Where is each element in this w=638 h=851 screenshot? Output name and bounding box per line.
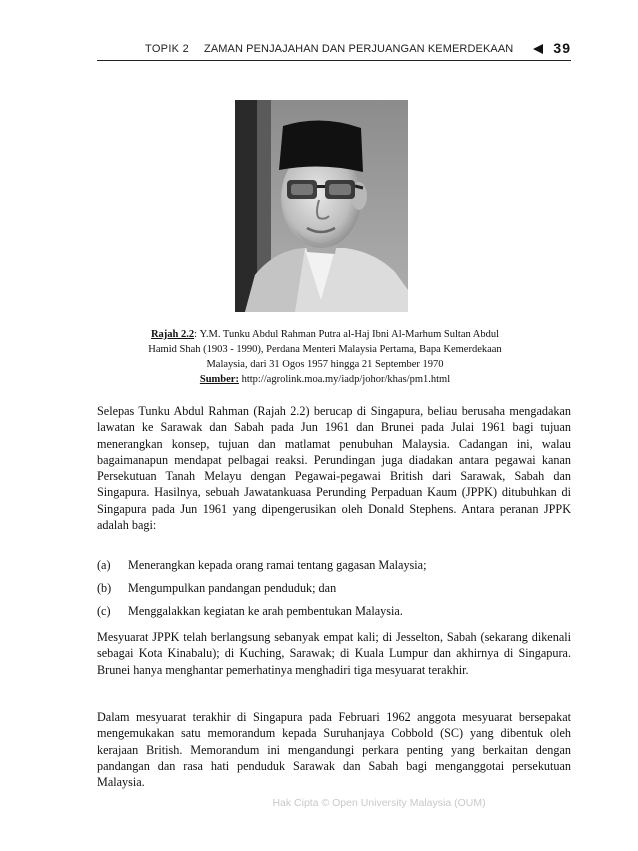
header-topic: TOPIK 2: [145, 43, 190, 55]
paragraph-2: Mesyuarat JPPK telah berlangsung sebanyak empat kali; di Jesselton, Sabah (sekarang dikenali sebagai Kota Kinabalu); di Kuching, Sarawak; di Kuala Lumpur dan akhirnya di Singapura. Brunei hanya menghantar pemerhatinya menghadiri tiga mesyuarat terakhir.: [97, 630, 571, 677]
caption-line-3: Malaysia, dari 31 Ogos 1957 hingga 21 September 1970: [206, 359, 444, 370]
page-number: 39: [553, 40, 571, 56]
header-title: ZAMAN PENJAJAHAN DAN PERJUANGAN KEMERDEKAAN: [204, 43, 514, 55]
caption-text-1: Y.M. Tunku Abdul Rahman Putra al-Haj Ibni Al-Marhum Sultan Abdul: [199, 329, 500, 340]
source-label: Sumber:: [199, 374, 239, 385]
caption-line-2: Hamid Shah (1903 - 1990), Perdana Menteri Malaysia Pertama, Bapa Kemerdekaan: [148, 344, 502, 355]
figure-label: Rajah 2.2: [150, 329, 195, 340]
figure-caption: [104, 327, 546, 387]
list-text: Menerangkan kepada orang ramai tentang gagasan Malaysia;: [128, 558, 427, 572]
role-list: [97, 558, 571, 627]
list-item: [97, 558, 571, 581]
copyright-text: Hak Cipta © Open University Malaysia (OUM): [272, 797, 486, 809]
paragraph-3: Dalam mesyuarat terakhir di Singapura pada Februari 1962 anggota mesyuarat bersepakat mengemukakan satu memorandum kepada Suruhanjaya Cobbold (SC) yang dibentuk oleh kerajaan British. Memorandum ini mengandungi perkara penting yang berkaitan dengan pandangan dan rasa hati penduduk Sarawak dan Sabah bagi menganggotai persekutuan Malaysia.: [97, 710, 571, 790]
copyright-footer: [0, 797, 638, 809]
list-text: Mengumpulkan pandangan penduduk; dan: [128, 581, 337, 595]
list-marker: (c): [97, 604, 111, 618]
arrow-left-icon: [533, 44, 543, 54]
list-text: Menggalakkan kegiatan ke arah pembentukan Malaysia.: [128, 604, 403, 618]
list-item: [97, 581, 571, 604]
portrait-photo: [235, 100, 408, 312]
page-header: [97, 40, 571, 61]
paragraph-1: Selepas Tunku Abdul Rahman (Rajah 2.2) berucap di Singapura, beliau berusaha mengadakan lawatan ke Sarawak dan Sabah pada Jun 1961 dan Brunei pada Julai 1961 bagi tujuan menerangkan konsep, tujuan dan matlamat penubuhan Malaysia. Cadangan ini, walau bagaimanapun mendapat pelbagai reaksi. Perundingan juga diadakan antara pegawai kanan Persekutuan Tanah Melayu dengan Pegawai-pegawai British dari Sarawak, Sabah dan Singapura. Hasilnya, sebuah Jawatankuasa Perunding Perpaduan Kaum (JPPK) ditubuhkan di Singapura pada Jun 1961 yang dipengerusikan oleh Donald Stephens. Antara peranan JPPK adalah bagi:: [97, 404, 571, 533]
source-url: http://agrolink.moa.my/iadp/johor/khas/pm1.html: [241, 374, 451, 385]
portrait-illustration: [235, 100, 408, 312]
caption-source: [104, 372, 546, 387]
list-item: [97, 604, 571, 627]
list-marker: (a): [97, 558, 111, 572]
caption-line-1: Rajah 2.2: Y.M. Tunku Abdul Rahman Putra al-Haj Ibni Al-Marhum Sultan Abdul: [150, 329, 500, 340]
list-marker: (b): [97, 581, 112, 595]
